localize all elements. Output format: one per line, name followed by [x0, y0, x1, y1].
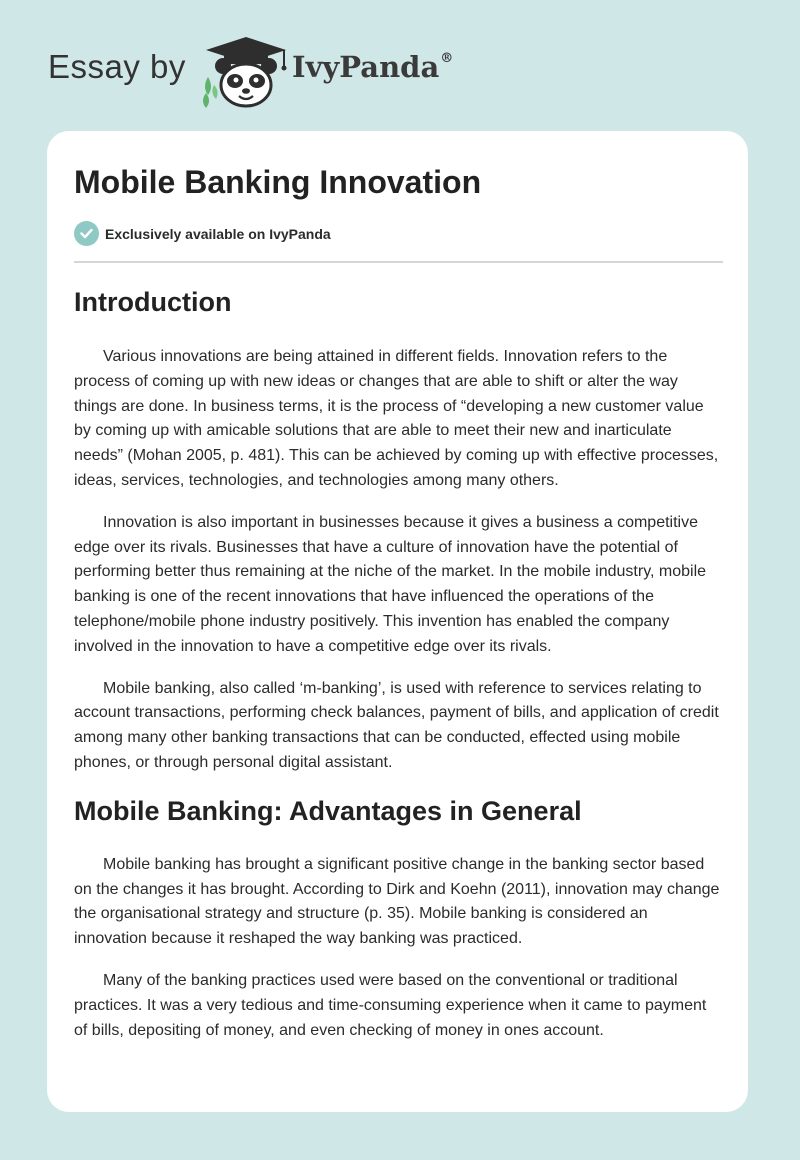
essay-by-label: Essay by [48, 48, 186, 85]
paragraph: Various innovations are being attained in different fields. Innovation refers to the process of coming up with new ideas or changes that are able to shift or alter the way things are done. In business terms, it is the process of “developing a new customer value by coming up with amicable solutions that are able to meet their new and inarticulate needs” (Mohan 2005, p. 481). This can be achieved by coming up with effective processes, ideas, services, technologies, and technologies among many others. [74, 348, 719, 489]
registered-mark: ® [440, 51, 454, 67]
section-heading-advantages: Mobile Banking: Advantages in General [74, 795, 582, 826]
divider [74, 261, 723, 263]
paragraph: Mobile banking, also called ‘m-banking’, is used with reference to services relating to account transactions, performing check balances, payment of bills, and application of credit among many other banking transactions that can be conducted, effected using mobile phones, or through personal digital assistant. [74, 679, 719, 771]
exclusive-badge-text: Exclusively available on IvyPanda [105, 225, 331, 242]
panda-graduate-icon [200, 33, 292, 109]
essay-card [47, 131, 748, 1112]
section-heading-introduction: Introduction [74, 287, 232, 317]
check-circle-icon [74, 221, 99, 246]
essay-body [74, 281, 724, 1043]
paragraph: Many of the banking practices used were based on the conventional or traditional practices. It was a very tedious and time-consuming experience when it came to payment of bills, depositing of money, and even checking of money in ones account. [74, 971, 707, 1039]
page-title: Mobile Banking Innovation [74, 164, 482, 200]
exclusive-badge [74, 221, 331, 246]
brand-name: IvyPanda® [292, 50, 454, 84]
paragraph: Innovation is also important in businesses because it gives a business a competitive edge over its rivals. Businesses that have a culture of innovation have the potential of performing better thus remaining at the niche of the market. In the mobile industry, mobile banking is one of the recent innovations that have influenced the operations of the telephone/mobile phone industry positively. This invention has enabled the company involved in the innovation to have a competitive edge over its rivals. [74, 513, 707, 655]
paragraph: Mobile banking has brought a significant positive change in the banking sector based on the changes it has brought. According to Dirk and Koehn (2011), innovation may change the organisational strategy and structure (p. 35). Mobile banking is considered an innovation because it reshaped the way banking was practiced. [74, 855, 720, 948]
site-header [0, 0, 800, 130]
